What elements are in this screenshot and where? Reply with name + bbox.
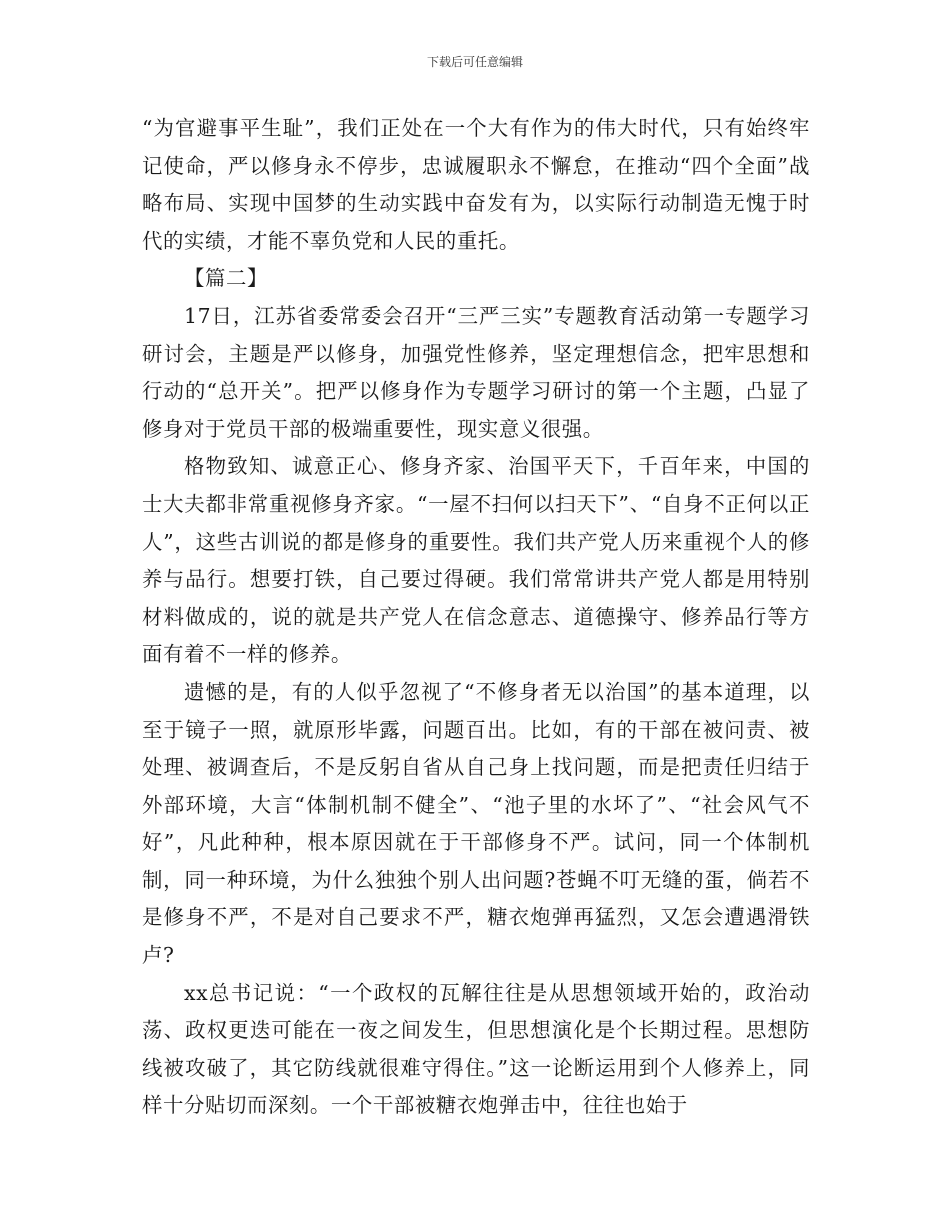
paragraph: 遗憾的是，有的人似乎忽视了“不修身者无以治国”的基本道理，以至于镜子一照，就原形毕露，问题百出。比如，有的干部在被问责、被处理、被调查后，不是反躬自省从自己身上找问题，而是把责任归结于外部环境，大言“体制机制不健全”、“池子里的水坏了”、“社会风气不好”，凡此种种，根本原因就在于干部修身不严。试问，同一个体制机制，同一种环境，为什么独独个别人出问题?苍蝇不叮无缝的蛋，倘若不是修身不严，不是对自己要求不严，糖衣炮弹再猛烈，又怎会遭遇滑铁卢? xyxy=(142,679,810,968)
document-body xyxy=(142,110,810,1125)
paragraph: 17日，江苏省委常委会召开“三严三实”专题教育活动第一专题学习研讨会，主题是严以修身，加强党性修养，坚定理想信念，把牢思想和行动的“总开关”。把严以修身作为专题学习研讨的第一个主题，凸显了修身对于党员干部的极端重要性，现实意义很强。 xyxy=(142,303,810,441)
paragraph: 格物致知、诚意正心、修身齐家、治国平天下，千百年来，中国的士大夫都非常重视修身齐家。“一屋不扫何以扫天下”、“自身不正何以正人”，这些古训说的都是修身的重要性。我们共产党人历来重视个人的修养与品行。想要打铁，自己要过得硬。我们常常讲共产党人都是用特别材料做成的，说的就是共产党人在信念意志、道德操守、修养品行等方面有着不一样的修养。 xyxy=(142,454,810,667)
paragraph: xx总书记说：“一个政权的瓦解往往是从思想领域开始的，政治动荡、政权更迭可能在一夜之间发生，但思想演化是个长期过程。思想防线被攻破了，其它防线就很难守得住。”这一论断运用到个人修养上，同样十分贴切而深刻。一个干部被糖衣炮弹击中，往往也始于 xyxy=(142,980,810,1118)
section-heading: 【篇二】 xyxy=(184,266,268,291)
page-header-note: 下载后可任意编辑 xyxy=(426,55,523,69)
paragraph-continuation: “为官避事平生耻”，我们正处在一个大有作为的伟大时代，只有始终牢记使命，严以修身永不停步，忠诚履职永不懈怠，在推动“四个全面”战略布局、实现中国梦的生动实践中奋发有为，以实际行动制造无愧于时代的实绩，才能不辜负党和人民的重托。 xyxy=(142,116,810,253)
